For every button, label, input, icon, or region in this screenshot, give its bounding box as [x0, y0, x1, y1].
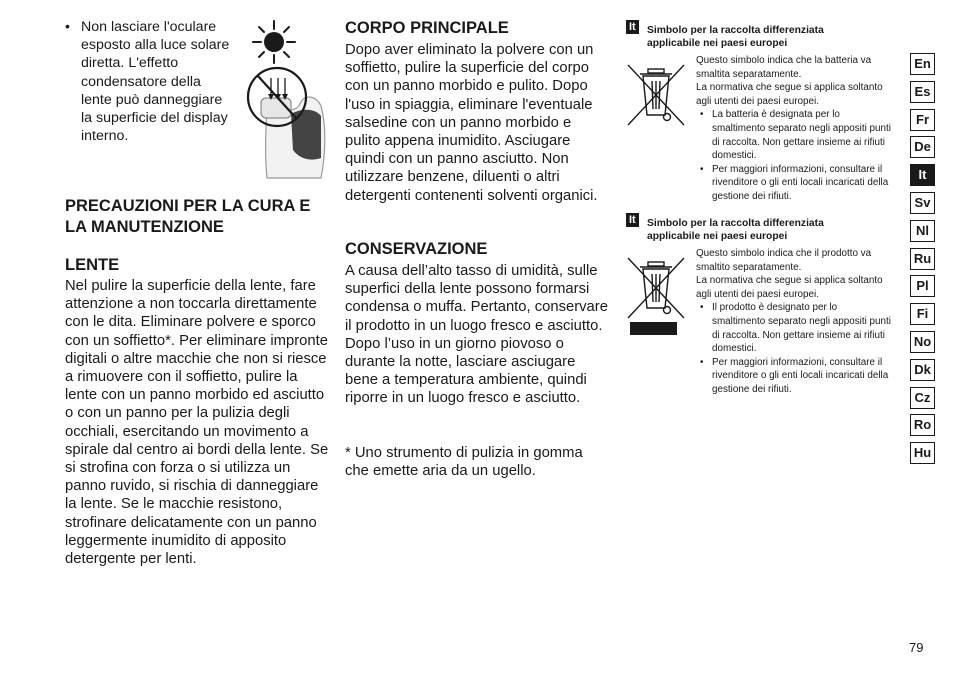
disposal-title: Simbolo per la raccolta differenziata applicabile nei paesi europei — [647, 25, 824, 50]
tab-es[interactable]: Es — [910, 81, 935, 103]
crossed-out-bin-icon — [626, 256, 686, 320]
tab-en[interactable]: En — [910, 53, 935, 75]
storage-heading: CONSERVAZIONE — [345, 240, 488, 258]
lens-paragraph: Nel pulire la superficie della lente, fare attenzione a non toccarla direttamente con le dita. Eliminare polvere e sporco con un soffietto*. Per eliminare impronte digitali o altre macchie che non si riesce a rimuovere con il soffietto, pulire la lente con un panno morbido ed asciutto o con un panno per la pulizia degli occhiali, esercitando un movimento a spirale dal centro ai bordi della lente. Se si strofina con forza o si utilizza un panno ruvido, si rischia di danneggiare la lente. Se le macchie resistono, strofinare delicatamente con un panno leggermente inumidito di apposito detergente per lenti. — [65, 278, 329, 568]
footnote: * Uno strumento di pulizia in gomma che emette aria da un ugello. — [345, 445, 583, 480]
sun-exposure-warning-icon — [243, 18, 333, 186]
language-tag: It — [626, 20, 639, 34]
tab-fr[interactable]: Fr — [910, 109, 935, 131]
language-tag: It — [626, 213, 639, 227]
lens-heading: LENTE — [65, 256, 120, 274]
list-item: • La batteria è designata per lo smaltimento separato negli appositi punti di raccolta. Non gettare insieme ai rifiuti domestici. — [700, 109, 891, 162]
disposal-rule: La normativa che segue si applica soltanto agli utenti dei paesi europei. — [696, 275, 883, 300]
list-item: • Per maggiori informazioni, consultare il rivenditore o gli enti locali incaricati della gestione dei rifiuti. — [700, 163, 889, 202]
care-heading: PRECAUZIONI PER LA CURA E LA MANUTENZIONE — [65, 197, 311, 236]
main-body-paragraph: Dopo aver eliminato la polvere con un soffietto, pulire la superficie del corpo con un panno morbido e pulito. Dopo l'uso in spiaggia, eliminare l'eventuale salsedine con un panno morbido e pulito appena inumidito. Asciugare quindi con un panno asciutto. Non utilizzare benzene, diluenti o altri detergenti contenenti solventi organici. — [345, 42, 598, 204]
crossed-out-bin-icon — [626, 63, 686, 127]
main-body-heading: CORPO PRINCIPALE — [345, 19, 509, 37]
storage-paragraph: A causa dell’alto tasso di umidità, sulle superfici della lente possono formarsi condensa o muffa. Pertanto, conservare il prodotto in un luogo fresco e asciutto. Dopo l’uso in un giorno piovoso o durante la notte, lasciare asciugare bene a temperatura ambiente, quindi riporre in un luogo fresco e asciutto. — [345, 263, 608, 407]
disposal-bullets — [696, 108, 892, 203]
tab-pl[interactable]: Pl — [910, 275, 935, 297]
sunlight-warning — [65, 18, 235, 145]
column-lens — [65, 18, 330, 568]
tab-it[interactable]: It — [910, 164, 935, 186]
tab-hu[interactable]: Hu — [910, 442, 935, 464]
disposal-title: Simbolo per la raccolta differenziata applicabile nei paesi europei — [647, 218, 824, 243]
tab-dk[interactable]: Dk — [910, 359, 935, 381]
tab-sv[interactable]: Sv — [910, 192, 935, 214]
tab-cz[interactable]: Cz — [910, 387, 935, 409]
tab-no[interactable]: No — [910, 331, 935, 353]
disposal-intro: Questo simbolo indica che il prodotto va smaltito separatamente. — [696, 248, 872, 273]
tab-ru[interactable]: Ru — [910, 248, 935, 270]
list-item: • Per maggiori informazioni, consultare il rivenditore o gli enti locali incaricati della gestione dei rifiuti. — [700, 356, 889, 395]
bullet-dot: • — [65, 19, 70, 35]
tab-ro[interactable]: Ro — [910, 414, 935, 436]
tab-de[interactable]: De — [910, 136, 935, 158]
tab-nl[interactable]: Nl — [910, 220, 935, 242]
disposal-text — [696, 247, 892, 397]
language-tabs — [910, 53, 935, 470]
sunlight-warning-text: Non lasciare l'oculare esposto alla luce solare diretta. L'effetto condensatore della lente può danneggiare la superficie del display interno. — [81, 19, 230, 145]
page-number: 79 — [909, 640, 924, 655]
disposal-bullets — [696, 301, 892, 396]
list-item: • Il prodotto è designato per lo smaltimento separato negli appositi punti di raccolta. Non gettare insieme ai rifiuti domestici. — [700, 302, 891, 355]
bin-underline-bar — [630, 322, 677, 335]
tab-fi[interactable]: Fi — [910, 303, 935, 325]
disposal-rule: La normativa che segue si applica soltanto agli utenti dei paesi europei. — [696, 82, 883, 107]
disposal-text — [696, 54, 892, 204]
disposal-intro: Questo simbolo indica che la batteria va smaltita separatamente. — [696, 55, 872, 80]
